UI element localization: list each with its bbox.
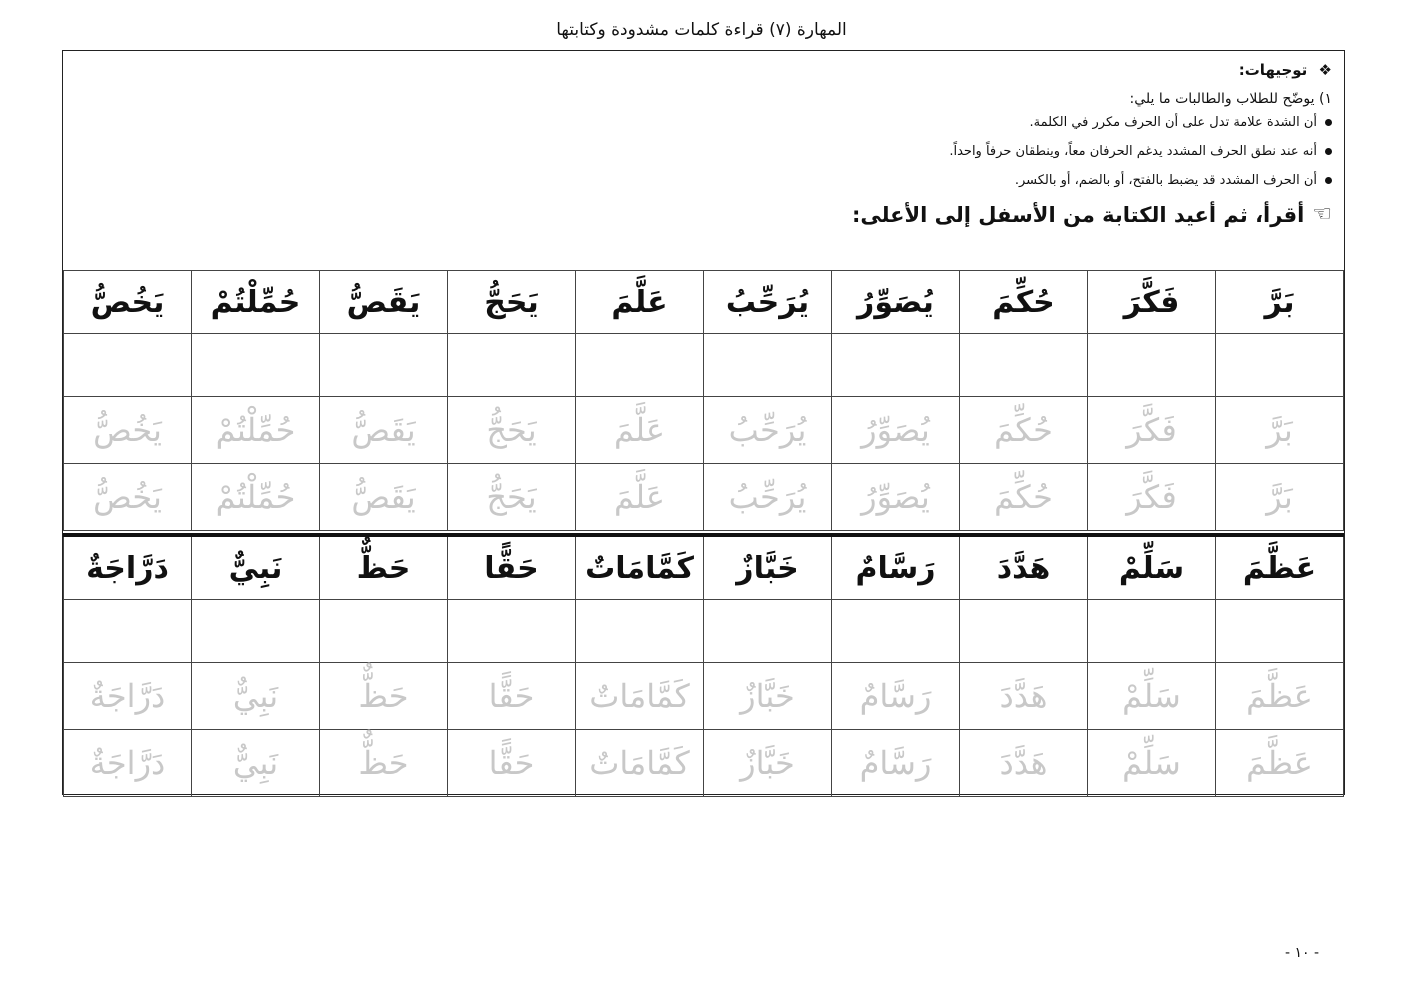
bullet-text: أن الحرف المشدد قد يضبط بالفتح، أو بالضم، أو بالكسر.: [1014, 173, 1317, 188]
writing-cell[interactable]: [832, 600, 960, 663]
writing-cell[interactable]: [1088, 334, 1216, 397]
trace-cell[interactable]: سَلِّمْ: [1088, 663, 1216, 730]
trace-cell[interactable]: فَكَّرَ: [1088, 397, 1216, 464]
word-cell: يَخُصُّ: [64, 271, 192, 334]
word-cell: يَحَجُّ: [448, 271, 576, 334]
writing-cell[interactable]: [832, 334, 960, 397]
writing-cell[interactable]: [704, 600, 832, 663]
writing-cell[interactable]: [192, 600, 320, 663]
trace-cell[interactable]: حُكِّمَ: [960, 464, 1088, 531]
trace-cell[interactable]: هَدَّدَ: [960, 730, 1088, 797]
word-cell: يُرَحِّبُ: [704, 271, 832, 334]
trace-cell[interactable]: يُرَحِّبُ: [704, 464, 832, 531]
page-title: المهارة (٧) قراءة كلمات مشدودة وكتابتها: [556, 20, 847, 40]
practice-grid-top: [63, 270, 1344, 531]
practice-grid-bottom: [63, 533, 1344, 797]
word-cell: نَبِيٌّ: [192, 535, 320, 600]
bullet-dot-icon: [1325, 119, 1332, 126]
trace-cell[interactable]: سَلِّمْ: [1088, 730, 1216, 797]
word-cell: حَقًّا: [448, 535, 576, 600]
trace-cell[interactable]: يَحَجُّ: [448, 464, 576, 531]
trace-cell[interactable]: عَلَّمَ: [576, 464, 704, 531]
bullet-item: [82, 115, 1332, 130]
trace-row: [64, 397, 1344, 464]
word-cell: حُمِّلْتُمْ: [192, 271, 320, 334]
trace-cell[interactable]: يَخُصُّ: [64, 397, 192, 464]
trace-cell[interactable]: عَظَّمَ: [1216, 663, 1344, 730]
trace-cell[interactable]: حُمِّلْتُمْ: [192, 397, 320, 464]
bullet-item: [82, 173, 1332, 188]
page-number: - ١٠ -: [1285, 945, 1320, 961]
worksheet: [62, 50, 1345, 795]
word-cell: سَلِّمْ: [1088, 535, 1216, 600]
bullet-text: أنه عند نطق الحرف المشدد يدغم الحرفان معاً، وينطقان حرفاً واحداً.: [949, 144, 1317, 159]
word-cell: حُكِّمَ: [960, 271, 1088, 334]
trace-cell[interactable]: يُصَوِّرُ: [832, 397, 960, 464]
trace-row: [64, 730, 1344, 797]
trace-cell[interactable]: فَكَّرَ: [1088, 464, 1216, 531]
trace-cell[interactable]: عَظَّمَ: [1216, 730, 1344, 797]
word-cell: خَبَّازٌ: [704, 535, 832, 600]
trace-cell[interactable]: بَرَّ: [1216, 464, 1344, 531]
word-cell: دَرَّاجَةٌ: [64, 535, 192, 600]
bullet-dot-icon: [1325, 148, 1332, 155]
trace-cell[interactable]: حَظٌّ: [320, 663, 448, 730]
word-row: [64, 535, 1344, 600]
trace-cell[interactable]: حُكِّمَ: [960, 397, 1088, 464]
trace-cell[interactable]: نَبِيٌّ: [192, 663, 320, 730]
instructions-block: [82, 59, 1332, 273]
trace-cell[interactable]: رَسَّامٌ: [832, 730, 960, 797]
writing-cell[interactable]: [320, 600, 448, 663]
writing-row: [64, 600, 1344, 663]
word-cell: حَظٌّ: [320, 535, 448, 600]
diamond-icon: ❖: [1318, 61, 1332, 79]
writing-cell[interactable]: [1216, 334, 1344, 397]
word-cell: يَقَصُّ: [320, 271, 448, 334]
trace-row: [64, 663, 1344, 730]
word-cell: كَمَّامَاتٌ: [576, 535, 704, 600]
writing-cell[interactable]: [1088, 600, 1216, 663]
writing-cell[interactable]: [320, 334, 448, 397]
bullet-text: أن الشدة علامة تدل على أن الحرف مكرر في الكلمة.: [1029, 115, 1317, 130]
word-row: [64, 271, 1344, 334]
word-cell: فَكَّرَ: [1088, 271, 1216, 334]
word-cell: عَلَّمَ: [576, 271, 704, 334]
word-cell: بَرَّ: [1216, 271, 1344, 334]
trace-cell[interactable]: يَقَصُّ: [320, 397, 448, 464]
task-text: أقرأ، ثم أعيد الكتابة من الأسفل إلى الأعلى:: [851, 202, 1305, 227]
trace-cell[interactable]: كَمَّامَاتٌ: [576, 730, 704, 797]
trace-cell[interactable]: خَبَّازٌ: [704, 730, 832, 797]
task-instruction: [82, 202, 1332, 227]
trace-cell[interactable]: حَقًّا: [448, 663, 576, 730]
writing-cell[interactable]: [960, 600, 1088, 663]
trace-cell[interactable]: رَسَّامٌ: [832, 663, 960, 730]
trace-cell[interactable]: حَقًّا: [448, 730, 576, 797]
writing-cell[interactable]: [64, 334, 192, 397]
word-cell: عَظَّمَ: [1216, 535, 1344, 600]
trace-cell[interactable]: نَبِيٌّ: [192, 730, 320, 797]
bullet-dot-icon: [1325, 177, 1332, 184]
trace-cell[interactable]: دَرَّاجَةٌ: [64, 730, 192, 797]
trace-cell[interactable]: كَمَّامَاتٌ: [576, 663, 704, 730]
trace-cell[interactable]: بَرَّ: [1216, 397, 1344, 464]
writing-cell[interactable]: [64, 600, 192, 663]
word-cell: رَسَّامٌ: [832, 535, 960, 600]
bullet-item: [82, 144, 1332, 159]
writing-cell[interactable]: [1216, 600, 1344, 663]
trace-cell[interactable]: حُمِّلْتُمْ: [192, 464, 320, 531]
writing-cell[interactable]: [448, 334, 576, 397]
trace-cell[interactable]: يَقَصُّ: [320, 464, 448, 531]
writing-cell[interactable]: [448, 600, 576, 663]
trace-cell[interactable]: حَظٌّ: [320, 730, 448, 797]
instructions-heading-text: توجيهات:: [1238, 61, 1308, 79]
pointing-hand-icon: ☜: [1312, 202, 1332, 227]
writing-cell[interactable]: [576, 334, 704, 397]
word-cell: يُصَوِّرُ: [832, 271, 960, 334]
instructions-intro: ١) يوضّح للطلاب والطالبات ما يلي:: [1129, 91, 1332, 107]
writing-cell[interactable]: [960, 334, 1088, 397]
trace-cell[interactable]: يَخُصُّ: [64, 464, 192, 531]
writing-cell[interactable]: [576, 600, 704, 663]
writing-cell[interactable]: [192, 334, 320, 397]
writing-row: [64, 334, 1344, 397]
instructions-bullets: [82, 115, 1332, 188]
trace-cell[interactable]: عَلَّمَ: [576, 397, 704, 464]
writing-cell[interactable]: [704, 334, 832, 397]
trace-cell[interactable]: يُصَوِّرُ: [832, 464, 960, 531]
trace-cell[interactable]: خَبَّازٌ: [704, 663, 832, 730]
word-cell: هَدَّدَ: [960, 535, 1088, 600]
trace-cell[interactable]: يُرَحِّبُ: [704, 397, 832, 464]
trace-cell[interactable]: دَرَّاجَةٌ: [64, 663, 192, 730]
trace-cell[interactable]: يَحَجُّ: [448, 397, 576, 464]
trace-cell[interactable]: هَدَّدَ: [960, 663, 1088, 730]
trace-row: [64, 464, 1344, 531]
instructions-heading: [82, 61, 1332, 79]
